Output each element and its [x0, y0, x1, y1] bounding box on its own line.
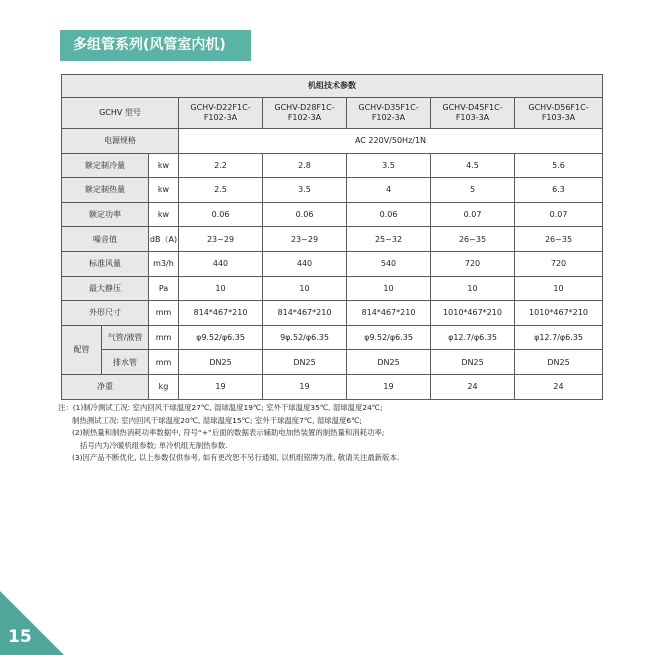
value-cell: 5 [431, 178, 515, 203]
value-cell: 23~29 [179, 227, 263, 252]
row-unit: kg [149, 374, 179, 399]
value-cell: φ9.52/φ6.35 [347, 325, 431, 350]
row-label: 额定制热量 [62, 178, 149, 203]
section-title: 多组管系列(风管室内机) [60, 30, 251, 61]
value-cell: 3.5 [347, 153, 431, 178]
row-unit: mm [149, 301, 179, 326]
row-label: 净重 [62, 374, 149, 399]
model-name-line: F102-3A [203, 113, 238, 122]
table-row [62, 301, 603, 326]
value-cell: 0.06 [263, 202, 347, 227]
row-label: 额定功率 [62, 202, 149, 227]
value-cell: 10 [431, 276, 515, 301]
power-label: 电源规格 [62, 129, 179, 154]
value-cell: 25~32 [347, 227, 431, 252]
value-cell: 0.06 [179, 202, 263, 227]
table-row [62, 202, 603, 227]
notes [58, 402, 618, 465]
note-line: 制热测试工况: 室内回风干球温度20℃, 湿球温度15℃; 室外干球温度7℃, 湿球温度6℃; [72, 415, 362, 425]
row-unit: dB（A) [149, 227, 179, 252]
spec-table [61, 74, 603, 400]
note-line: (2)制热量和制热消耗功率数据中, 符号“+”后面的数据表示辅助电加热装置的制热量和消耗功率; [72, 428, 385, 438]
model-name-line: GCHV-D22F1C- [190, 103, 251, 112]
value-cell: φ12.7/φ6.35 [515, 325, 603, 350]
value-cell: DN25 [515, 350, 603, 375]
model-cell [431, 98, 515, 129]
note-line: (3)因产品不断优化, 以上参数仅供参考, 如有更改恕不另行通知, 以机组铭牌为准, 敬请关注最新版本. [72, 453, 400, 463]
table-row [62, 178, 603, 203]
value-cell: 720 [431, 251, 515, 276]
row-unit: Pa [149, 276, 179, 301]
value-cell: 540 [347, 251, 431, 276]
value-cell: 0.06 [347, 202, 431, 227]
value-cell: 19 [263, 374, 347, 399]
value-cell: 814*467*210 [347, 301, 431, 326]
row-label: 额定制冷量 [62, 153, 149, 178]
value-cell: 10 [179, 276, 263, 301]
model-name-line: GCHV-D28F1C- [274, 103, 335, 112]
note-line: 注：(1)制冷测试工况: 室内回风干球温度27℃, 湿球温度19℃; 室外干球温度35℃, 湿球温度24℃; [58, 403, 383, 412]
value-cell: 24 [515, 374, 603, 399]
row-unit: kw [149, 178, 179, 203]
value-cell: 26~35 [431, 227, 515, 252]
value-cell: 1010*467*210 [515, 301, 603, 326]
table-row [62, 227, 603, 252]
value-cell: DN25 [179, 350, 263, 375]
model-name-line: F102-3A [371, 113, 406, 122]
value-cell: 2.2 [179, 153, 263, 178]
value-cell: 720 [515, 251, 603, 276]
page-number: 15 [8, 627, 32, 647]
value-cell: φ9.52/φ6.35 [179, 325, 263, 350]
value-cell: 2.8 [263, 153, 347, 178]
row-unit: kw [149, 153, 179, 178]
model-name-line: F103-3A [541, 113, 576, 122]
value-cell: 10 [263, 276, 347, 301]
model-name-line: F102-3A [287, 113, 322, 122]
table-row [62, 251, 603, 276]
row-label: 排水管 [102, 350, 149, 375]
power-value: AC 220V/50Hz/1N [179, 129, 603, 154]
row-label: 标准风量 [62, 251, 149, 276]
value-cell: 0.07 [431, 202, 515, 227]
value-cell: 814*467*210 [179, 301, 263, 326]
value-cell: DN25 [347, 350, 431, 375]
value-cell: 440 [263, 251, 347, 276]
value-cell: 2.5 [179, 178, 263, 203]
note-line: 括号内为冷暖机组参数; 单冷机组无制热参数. [80, 440, 228, 450]
value-cell: DN25 [263, 350, 347, 375]
value-cell: 24 [431, 374, 515, 399]
value-cell: 814*467*210 [263, 301, 347, 326]
row-unit: m3/h [149, 251, 179, 276]
value-cell: DN25 [431, 350, 515, 375]
value-cell: 26~35 [515, 227, 603, 252]
row-unit: mm [149, 325, 179, 350]
table-row [62, 325, 603, 350]
table-row [62, 276, 603, 301]
row-label: 气管/液管 [102, 325, 149, 350]
model-name-line: GCHV-D56F1C- [528, 103, 589, 112]
model-cell [347, 98, 431, 129]
row-label: 外形尺寸 [62, 301, 149, 326]
value-cell: 23~29 [263, 227, 347, 252]
value-cell: 1010*467*210 [431, 301, 515, 326]
value-cell: 6.3 [515, 178, 603, 203]
value-cell: 19 [347, 374, 431, 399]
value-cell: 5.6 [515, 153, 603, 178]
model-cell [515, 98, 603, 129]
table-row [62, 374, 603, 399]
table-row [62, 153, 603, 178]
value-cell: 9φ.52/φ6.35 [263, 325, 347, 350]
model-name-line: GCHV-D35F1C- [358, 103, 419, 112]
model-name-line: F103-3A [455, 113, 490, 122]
model-cell [179, 98, 263, 129]
value-cell: 440 [179, 251, 263, 276]
value-cell: φ12.7/φ6.35 [431, 325, 515, 350]
row-label: 最大静压 [62, 276, 149, 301]
value-cell: 10 [347, 276, 431, 301]
value-cell: 19 [179, 374, 263, 399]
model-name-line: GCHV-D45F1C- [442, 103, 503, 112]
table-header: 机组技术参数 [62, 75, 603, 98]
value-cell: 3.5 [263, 178, 347, 203]
model-label: GCHV 型号 [62, 98, 179, 129]
value-cell: 4 [347, 178, 431, 203]
row-unit: kw [149, 202, 179, 227]
value-cell: 4.5 [431, 153, 515, 178]
row-label: 噪音值 [62, 227, 149, 252]
value-cell: 0.07 [515, 202, 603, 227]
piping-group-label: 配管 [62, 325, 102, 374]
table-row [62, 350, 603, 375]
row-unit: mm [149, 350, 179, 375]
value-cell: 10 [515, 276, 603, 301]
model-cell [263, 98, 347, 129]
